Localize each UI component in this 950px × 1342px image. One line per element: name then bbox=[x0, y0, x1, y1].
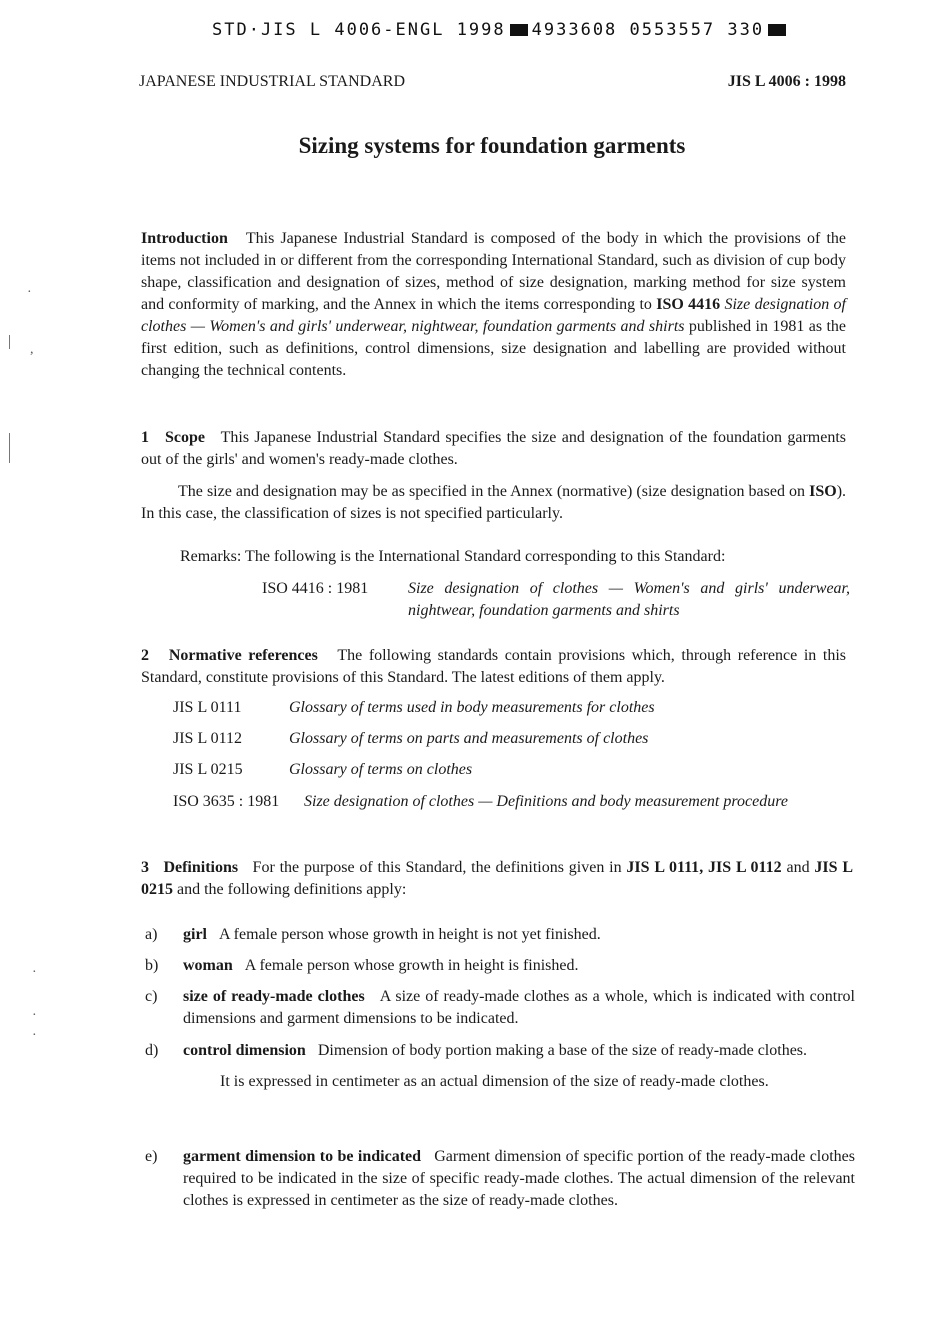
definition-item bbox=[145, 955, 855, 977]
reference-item bbox=[173, 728, 773, 750]
reference-item bbox=[173, 791, 853, 813]
definition-label: d) bbox=[145, 1042, 159, 1059]
remarks-label: Remarks: bbox=[180, 548, 242, 565]
reference-title: Glossary of terms used in body measurements for clothes bbox=[289, 699, 655, 716]
scope-heading: Scope bbox=[164, 429, 205, 446]
section-number: 2 bbox=[141, 647, 149, 664]
scan-artifact: · bbox=[32, 1028, 37, 1043]
remarks bbox=[180, 546, 725, 568]
reference-item bbox=[173, 697, 773, 719]
section-number: 3 bbox=[141, 859, 149, 876]
remark-code: ISO 4416 : 1981 bbox=[262, 580, 369, 597]
definitions-text-end: and the following definitions apply: bbox=[177, 881, 407, 898]
reference-item bbox=[173, 759, 773, 781]
scan-artifact bbox=[9, 433, 10, 463]
definition-item bbox=[145, 1040, 855, 1093]
definitions-heading: Definitions bbox=[163, 859, 239, 876]
section-number: 1 bbox=[141, 429, 149, 446]
stamp-left-text: STD·JIS L 4006-ENGL 1998 bbox=[212, 20, 506, 40]
iso-title: Size designation of clothes — Women's and girls' underwear, nightwear, foundation garments and shirts bbox=[141, 296, 847, 335]
scan-artifact: · bbox=[27, 285, 32, 300]
stamp-bar bbox=[768, 24, 786, 36]
introduction-paragraph bbox=[141, 228, 846, 382]
reference-title: Glossary of terms on clothes bbox=[289, 761, 473, 778]
standard-header-label: JAPANESE INDUSTRIAL STANDARD bbox=[139, 73, 405, 90]
definition-label: e) bbox=[145, 1148, 158, 1165]
introduction-text-end: published in 1981 as the first edition, such as definitions, control dimensions, size designation and labelling are provided without changing the technical contents. bbox=[141, 318, 847, 379]
reference-title: Size designation of clothes — Definitions and body measurement procedure bbox=[304, 793, 788, 810]
definition-text: A size of ready-made clothes as a whole, which is indicated with control dimensions and garment dimensions to be indicated. bbox=[183, 988, 855, 1027]
definition-text: A female person whose growth in height is not yet finished. bbox=[219, 926, 601, 943]
definition-term: woman bbox=[183, 957, 233, 974]
introduction-text: This Japanese Industrial Standard is composed of the body in which the provisions of the items not included in or different from the corresponding International Standard, such as division of cup body shape, classification and designation of sizes, method of size designation, marking method for size system and conformity of marking, and the Annex in which the items corresponding to bbox=[141, 230, 846, 313]
definition-label: b) bbox=[145, 957, 159, 974]
definitions-ref-1: JIS L 0111 bbox=[626, 859, 700, 876]
reference-title: Glossary of terms on parts and measurements of clothes bbox=[289, 730, 649, 747]
definition-term: size of ready-made clothes bbox=[183, 988, 365, 1005]
definition-text: A female person whose growth in height is finished. bbox=[244, 957, 579, 974]
scope-para2-text: The size and designation may be as specified in the Annex (normative) (size designation based on bbox=[178, 483, 806, 500]
scope-text: This Japanese Industrial Standard specifies the size and designation of the foundation garments out of the girls' and women's ready-made clothes. bbox=[141, 429, 847, 468]
definition-text: Garment dimension of specific portion of the ready-made clothes required to be indicated in the size of specific ready-made clothes. The actual dimension of the relevant clothes is expressed in centimeter as the size of ready-made clothes. bbox=[183, 1148, 856, 1209]
normative-heading: Normative references bbox=[168, 647, 318, 664]
remark-reference bbox=[262, 578, 850, 622]
standard-number: JIS L 4006 : 1998 bbox=[727, 73, 846, 90]
reference-code: ISO 3635 : 1981 bbox=[173, 793, 280, 810]
definition-text: Dimension of body portion making a base of the size of ready-made clothes. bbox=[317, 1042, 808, 1059]
definition-subtext: It is expressed in centimeter as an actual dimension of the size of ready-made clothes. bbox=[220, 1073, 769, 1090]
reference-code: JIS L 0215 bbox=[173, 761, 243, 778]
definitions-and: and bbox=[786, 859, 810, 876]
scope-iso: ISO bbox=[809, 483, 837, 500]
definition-term: girl bbox=[183, 926, 207, 943]
scan-artifact: , bbox=[30, 342, 34, 357]
definition-term: control dimension bbox=[183, 1042, 306, 1059]
normative-paragraph bbox=[141, 645, 846, 689]
scan-artifact: · bbox=[32, 965, 37, 980]
scope-paragraph-2 bbox=[141, 481, 846, 525]
definition-item bbox=[145, 1146, 855, 1212]
definitions-ref-2: JIS L 0112 bbox=[708, 859, 782, 876]
reference-code: JIS L 0112 bbox=[173, 730, 243, 747]
definition-label: c) bbox=[145, 988, 158, 1005]
scan-artifact bbox=[9, 335, 10, 349]
definition-item bbox=[145, 986, 855, 1030]
stamp-mid-text: 4933608 0553557 330 bbox=[531, 20, 765, 40]
definitions-ref-3: JIS L 0215 bbox=[141, 859, 853, 898]
definitions-paragraph bbox=[141, 857, 853, 901]
stamp-bar bbox=[510, 24, 528, 36]
scope-para2-end: ). In this case, the classification of sizes is not specified particularly. bbox=[141, 483, 847, 522]
remark-title: Size designation of clothes — Women's and girls' underwear, nightwear, foundation garments and shirts bbox=[408, 580, 850, 619]
reference-code: JIS L 0111 bbox=[173, 699, 242, 716]
definitions-text: For the purpose of this Standard, the definitions given in bbox=[252, 859, 622, 876]
definitions-separator: , bbox=[699, 859, 704, 876]
iso-reference: ISO 4416 bbox=[656, 296, 721, 313]
scan-artifact: · bbox=[32, 1008, 37, 1023]
scan-stamp-header bbox=[212, 20, 792, 40]
normative-text: The following standards contain provisions which, through reference in this Standard, constitute provisions of this Standard. The latest editions of them apply. bbox=[141, 647, 846, 686]
definition-item bbox=[145, 924, 855, 946]
definition-term: garment dimension to be indicated bbox=[183, 1148, 422, 1165]
introduction-heading: Introduction bbox=[141, 230, 228, 247]
scope-paragraph bbox=[141, 427, 846, 471]
document-title: Sizing systems for foundation garments bbox=[298, 133, 686, 158]
remarks-text: The following is the International Standard corresponding to this Standard: bbox=[245, 548, 726, 565]
definition-label: a) bbox=[145, 926, 158, 943]
